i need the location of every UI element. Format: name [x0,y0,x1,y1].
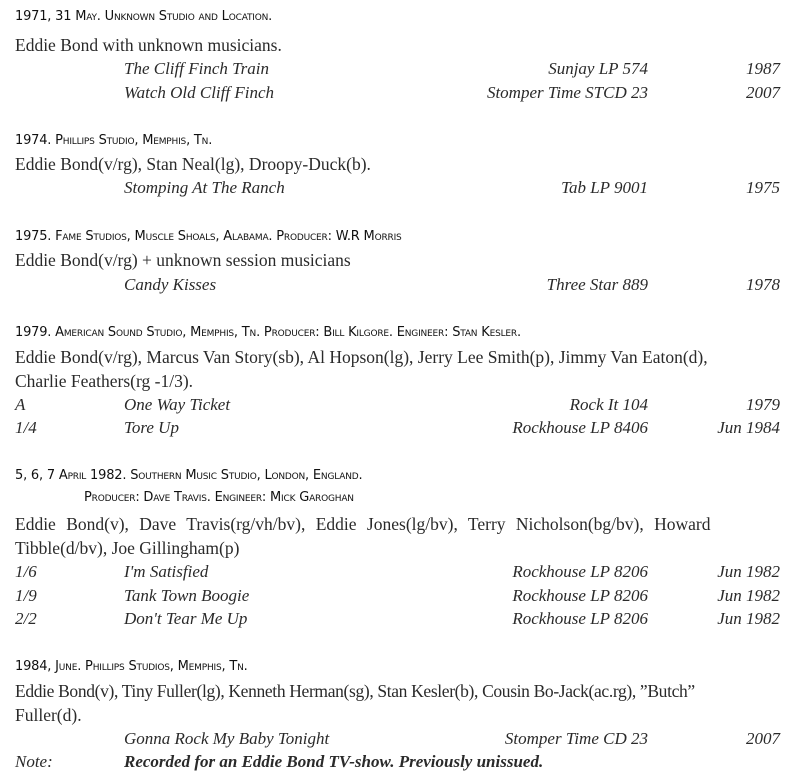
track-label: Rockhouse LP 8206 [512,586,648,605]
track-matrix: 1/6 [15,562,37,581]
track-row [15,560,780,584]
track-row [15,416,780,440]
track-row [15,607,780,631]
track-title: One Way Ticket [124,395,231,414]
session-header: 5, 6, 7 April 1982. Southern Music Studio, London, England. [15,468,363,483]
track-year: 1979 [746,395,780,414]
session-subheader: Producer: Dave Travis. Engineer: Mick Garoghan [84,490,354,505]
track-label: Tab LP 9001 [561,178,648,197]
personnel-line: Charlie Feathers(rg -1/3). [15,371,194,391]
session-header: 1984, June. Phillips Studios, Memphis, Tn. [15,659,248,674]
track-title: Watch Old Cliff Finch [124,83,275,102]
track-label: Rock It 104 [569,395,648,414]
personnel-line: Eddie Bond(v), Tiny Fuller(lg), Kenneth Herman(sg), Stan Kesler(b), Cousin Bo-Jack(ac.rg), ”Butch” [15,681,695,701]
track-year: 1978 [746,275,780,294]
session-header: 1975. Fame Studios, Muscle Shoals, Alabama. Producer: W.R Morris [15,229,402,244]
track-label: Stomper Time STCD 23 [486,83,648,102]
track-label: Sunjay LP 574 [548,59,648,78]
track-year: Jun 1982 [717,609,780,628]
track-title: Gonna Rock My Baby Tonight [124,729,330,748]
session-header: 1971, 31 May. Unknown Studio and Location. [15,9,273,24]
track-year: Jun 1982 [717,586,780,605]
personnel-line: Eddie Bond with unknown musicians. [15,35,282,55]
track-title: Candy Kisses [124,275,217,294]
track-matrix: 2/2 [15,609,37,628]
track-label: Stomper Time CD 23 [504,729,648,748]
session-header: 1974. Phillips Studio, Memphis, Tn. [15,133,213,148]
personnel-line: Eddie Bond(v/rg) + unknown session musicians [15,250,351,270]
personnel-line: Tibble(d/bv), Joe Gillingham(p) [15,538,240,558]
personnel-line: Fuller(d). [15,705,82,725]
track-row [15,273,780,297]
personnel-line: Eddie Bond(v/rg), Marcus Van Story(sb), Al Hopson(lg), Jerry Lee Smith(p), Jimmy Van Eaton(d), [15,347,708,367]
track-matrix: A [15,395,26,414]
track-title: Tank Town Boogie [124,586,250,605]
track-year: 1975 [746,178,780,197]
track-row [15,57,780,81]
track-year: 1987 [746,59,780,78]
track-matrix: 1/4 [15,418,37,437]
track-label: Three Star 889 [546,275,648,294]
note-label: Note: [15,752,53,771]
track-title: Stomping At The Ranch [124,178,285,197]
track-matrix: 1/9 [15,586,37,605]
track-title: Tore Up [124,418,179,437]
track-year: 2007 [746,83,780,102]
track-year: 2007 [746,729,780,748]
track-title: The Cliff Finch Train [124,59,269,78]
track-row [15,176,780,200]
session-header: 1979. American Sound Studio, Memphis, Tn. Producer: Bill Kilgore. Engineer: Stan Kesler. [15,325,521,340]
track-row [15,727,780,751]
track-year: Jun 1982 [717,562,780,581]
track-row [15,81,780,105]
note-text: Recorded for an Eddie Bond TV-show. Previously unissued. [124,752,544,771]
track-label: Rockhouse LP 8406 [512,418,648,437]
note-row [15,750,780,774]
track-label: Rockhouse LP 8206 [512,609,648,628]
track-title: Don't Tear Me Up [124,609,248,628]
track-label: Rockhouse LP 8206 [512,562,648,581]
track-title: I'm Satisfied [124,562,209,581]
track-row [15,584,780,608]
personnel-line: Eddie Bond(v/rg), Stan Neal(lg), Droopy-Duck(b). [15,154,371,174]
personnel-line: Eddie Bond(v), Dave Travis(rg/vh/bv), Eddie Jones(lg/bv), Terry Nicholson(bg/bv), Howard [15,514,711,534]
track-row [15,393,780,417]
track-year: Jun 1984 [717,418,780,437]
